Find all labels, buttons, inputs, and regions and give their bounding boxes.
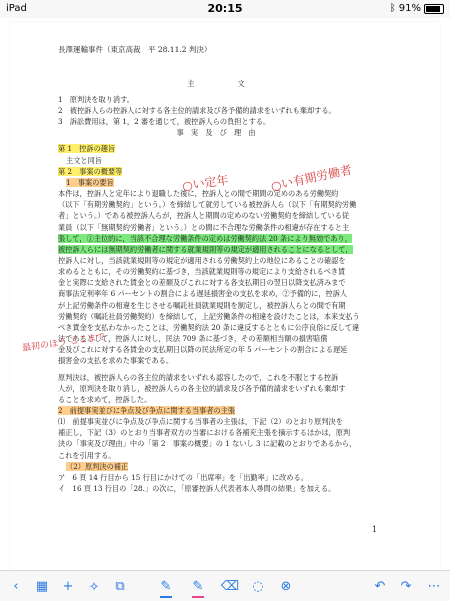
section-1-body: 主文と同旨 xyxy=(66,155,102,165)
pen-pink-swatch xyxy=(192,596,204,598)
handwritten-note-3: 最初のほう ここまで xyxy=(21,332,107,354)
handwritten-note-1: ○い定年 xyxy=(181,172,230,194)
pen-pink-icon[interactable] xyxy=(188,576,208,596)
para1-line: が上記労働条件の相違を生じさせる嘱託社員就業規則を制定し，被控訴人らとの間で有期 xyxy=(58,300,346,310)
para1-line: 者」という。）である被控訴人らが，控訴人と期間の定めのない労働契約を締結している従 xyxy=(58,211,350,221)
status-bar xyxy=(0,0,450,18)
clock: 20:15 xyxy=(207,2,243,15)
section-2-heading: 第 2 事案の概要等 xyxy=(58,166,123,176)
undo-icon[interactable]: ↶ xyxy=(374,578,386,594)
battery-percentage: 91% xyxy=(398,3,421,14)
para1-line: 本件は，控訴人と定年により退職した後に，控訴人との間で期間の定めのある労働契約 xyxy=(58,189,339,199)
lasso-icon[interactable]: ◌ xyxy=(252,578,264,594)
bottom-toolbar xyxy=(0,570,450,601)
para1-line: 労働契約（嘱託社員労働契約）を締結して，上記労働条件の相違を設けたことは，本来支払う xyxy=(58,311,360,321)
para2-line: ることを求めて，控訴した。 xyxy=(58,394,152,404)
handwritten-note-2: ○い有期労働者 xyxy=(269,162,354,194)
main-heading: 主 文 xyxy=(187,78,245,88)
para1-line: 金及びこれに対する各賃金の支払期日以降の民法所定の年 5 パーセントの割合による遅延 xyxy=(58,345,348,355)
para1-line: 業員（以下「無期契約労働者」という。）との間に不合理な労働条件の相違が存在すると主 xyxy=(58,222,350,232)
para3-line: 補正し，下記（3）のとおり当事者双方の当審における各補充主張を摘示するほかは，原判 xyxy=(58,428,351,438)
subsection-2-heading: 2 前提事実並びに争点及び争点に関する当事者の主張 xyxy=(58,406,236,415)
main-item-1: 1 原判決を取り消す。 xyxy=(58,94,134,104)
para1-line: 控訴人に対し，当該就業規則等の規定が適用される労働契約上の地位にあることの確認を xyxy=(58,255,346,265)
more-icon[interactable]: ⋯ xyxy=(427,578,441,594)
para1-line: 法であるとして，控訴人に対し，民法 709 条に基づき，その差額相当額の損害賠償 xyxy=(58,334,328,344)
pen-blue-glyph: ✎ xyxy=(160,578,172,594)
para3-line: ⑴ 前提事実並びに争点及び争点に関する当事者の主張は，下記（2）のとおり原判決を xyxy=(58,417,343,427)
page-number: 1 xyxy=(372,525,378,534)
para2-line: 人が，原判決を取り消し，被控訴人らの各主位的請求及び各予備的請求をいずれも棄却す xyxy=(58,383,346,393)
facts-heading: 事 実 及 び 理 由 xyxy=(176,128,256,138)
bookmark-icon[interactable]: ⧉ xyxy=(115,578,125,594)
bluetooth-icon: ᛒ xyxy=(389,3,396,14)
para1-line: べき賃金を支払わなかったことは，労働契約法 20 条に違反するとともに公序良俗に反して違 xyxy=(58,322,360,332)
redo-icon[interactable]: ↷ xyxy=(400,578,412,594)
para1-line: 商事法定利率年 6 パーセントの割合による遅延損害金の支払を求め，②予備的に，控訴人 xyxy=(58,289,348,299)
pen-pink-glyph: ✎ xyxy=(192,578,204,594)
para1-line-highlighted: 張して，①主位的に，当該不合理な労働条件の定めは労働契約法 20 条により無効であり， xyxy=(58,233,352,243)
section-1-heading: 第 1 控訴の趣旨 xyxy=(58,144,116,154)
pen-blue-swatch xyxy=(160,596,172,598)
case-title: 長澤運輸事件（東京高裁 平 28.11.2 判決） xyxy=(58,45,212,54)
document-page[interactable] xyxy=(10,22,440,570)
eraser-icon[interactable]: ⌫ xyxy=(220,578,240,594)
list-item: ア 6 頁 14 行目から 15 行目にかけての「出席率」を「出勤率」に改める。 xyxy=(58,472,308,482)
battery-icon xyxy=(424,4,444,14)
device-label: iPad xyxy=(6,3,27,14)
shapes-icon[interactable]: ⟡ xyxy=(89,578,99,594)
main-item-2: 2 被控訴人らの控訴人に対する各主位的請求及び各予備的請求をいずれも棄却する。 xyxy=(58,105,336,115)
list-item: イ 16 頁 13 行目の「28.」の次に，「原審控訴人代表者本人尋問の結果」を加える。 xyxy=(58,484,336,494)
para1-line: 求めるとともに，その労働契約に基づき，当該就業規則等の規定により支給されるべき賃 xyxy=(58,267,346,277)
document-text xyxy=(58,44,374,494)
add-icon[interactable]: + xyxy=(62,578,74,594)
para3-line: これを引用する。 xyxy=(58,450,116,460)
para1-line-highlighted: 被控訴人らには無期契約労働者に関する就業規則等の規定が適用されることになるとして， xyxy=(58,244,353,254)
pen-blue-icon[interactable] xyxy=(156,576,176,596)
para3-line: 決の「事実及び理由」中の「第 2 事案の概要」の 1 ないし 3 に記載のとおりであるから， xyxy=(58,439,357,449)
subsection-1-heading: 1 事案の要旨 xyxy=(66,177,114,187)
para2-line: 原判決は，被控訴人らの各主位的請求をいずれも認容したので，これを不服とする控訴 xyxy=(58,372,339,382)
para1-line: 金と実際に支給された賃金との差額及びこれに対する各支払期日の翌日以降支払済みまで xyxy=(58,278,346,288)
main-item-3: 3 訴訟費用は，第 1，2 審を通じて，被控訴人らの負担とする。 xyxy=(58,117,271,127)
stop-icon[interactable]: ⊗ xyxy=(280,578,292,594)
thumbnail-grid-icon[interactable]: ▦ xyxy=(35,578,49,594)
back-icon[interactable]: ‹ xyxy=(13,578,19,594)
para1-line: 損害金の支払を求めた事案である。 xyxy=(58,356,174,366)
subsection-3-heading: （2）原判決の補正 xyxy=(66,461,129,471)
status-right xyxy=(390,3,444,14)
para1-line: （以下「有期労働契約」という。）を締結して就労している被控訴人ら（以下「有期契約労働 xyxy=(58,200,357,210)
